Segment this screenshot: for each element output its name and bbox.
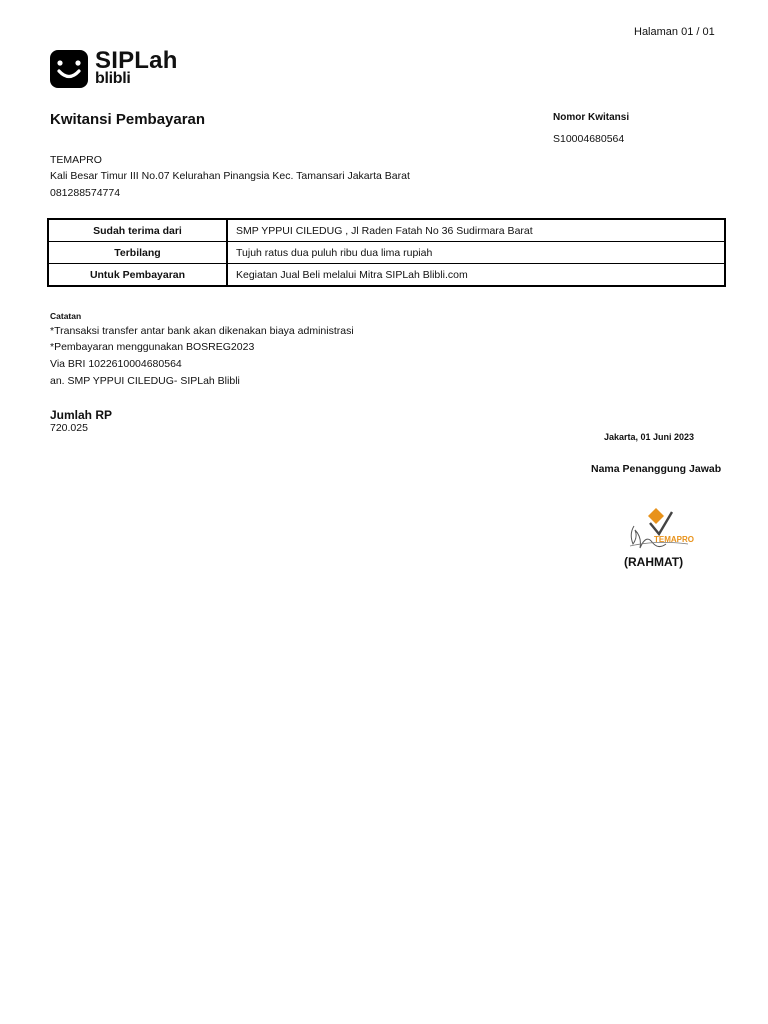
row-value: Tujuh ratus dua puluh ribu dua lima rupiah xyxy=(227,242,725,264)
issuer-name: TEMAPRO xyxy=(50,154,102,166)
amount-value: 720.025 xyxy=(50,422,88,434)
signature-date: Jakarta, 01 Juni 2023 xyxy=(604,432,695,442)
issuer-phone: 081288574774 xyxy=(50,187,121,199)
note-line: *Transaksi transfer antar bank akan dikenakan biaya administrasi xyxy=(50,325,354,337)
row-label: Terbilang xyxy=(48,242,227,264)
smile-logo-icon xyxy=(50,50,88,88)
page-number: Halaman 01 / 01 xyxy=(634,26,715,38)
receipt-details-table xyxy=(47,218,726,287)
signature-stamp xyxy=(626,504,696,554)
siplah-logo xyxy=(50,47,190,90)
temapro-stamp-icon xyxy=(626,504,696,554)
responsible-label: Nama Penanggung Jawab xyxy=(591,463,722,475)
document-title: Kwitansi Pembayaran xyxy=(50,111,206,128)
table-row xyxy=(48,219,725,242)
note-line: an. SMP YPPUI CILEDUG- SIPLah Blibli xyxy=(50,375,240,387)
stamp-text: TEMAPRO xyxy=(654,535,694,544)
row-label: Sudah terima dari xyxy=(48,219,227,242)
logo-wordmark: SIPLah xyxy=(95,47,178,74)
receipt-number-value: S10004680564 xyxy=(553,133,625,145)
note-line: *Pembayaran menggunakan BOSREG2023 xyxy=(50,341,255,353)
receipt-number-label: Nomor Kwitansi xyxy=(553,112,630,123)
amount-label: Jumlah RP xyxy=(50,408,113,422)
note-line: Via BRI 1022610004680564 xyxy=(50,358,182,370)
logo-subword: blibli xyxy=(95,70,131,87)
row-label: Untuk Pembayaran xyxy=(48,264,227,287)
table-row xyxy=(48,264,725,287)
notes-title: Catatan xyxy=(50,311,82,321)
signatory-name: (RAHMAT) xyxy=(624,555,684,569)
row-value: SMP YPPUI CILEDUG , Jl Raden Fatah No 36 Sudirmara Barat xyxy=(227,219,725,242)
issuer-address: Kali Besar Timur III No.07 Kelurahan Pinangsia Kec. Tamansari Jakarta Barat xyxy=(50,170,410,182)
row-value: Kegiatan Jual Beli melalui Mitra SIPLah Blibli.com xyxy=(227,264,725,287)
table-row xyxy=(48,242,725,264)
